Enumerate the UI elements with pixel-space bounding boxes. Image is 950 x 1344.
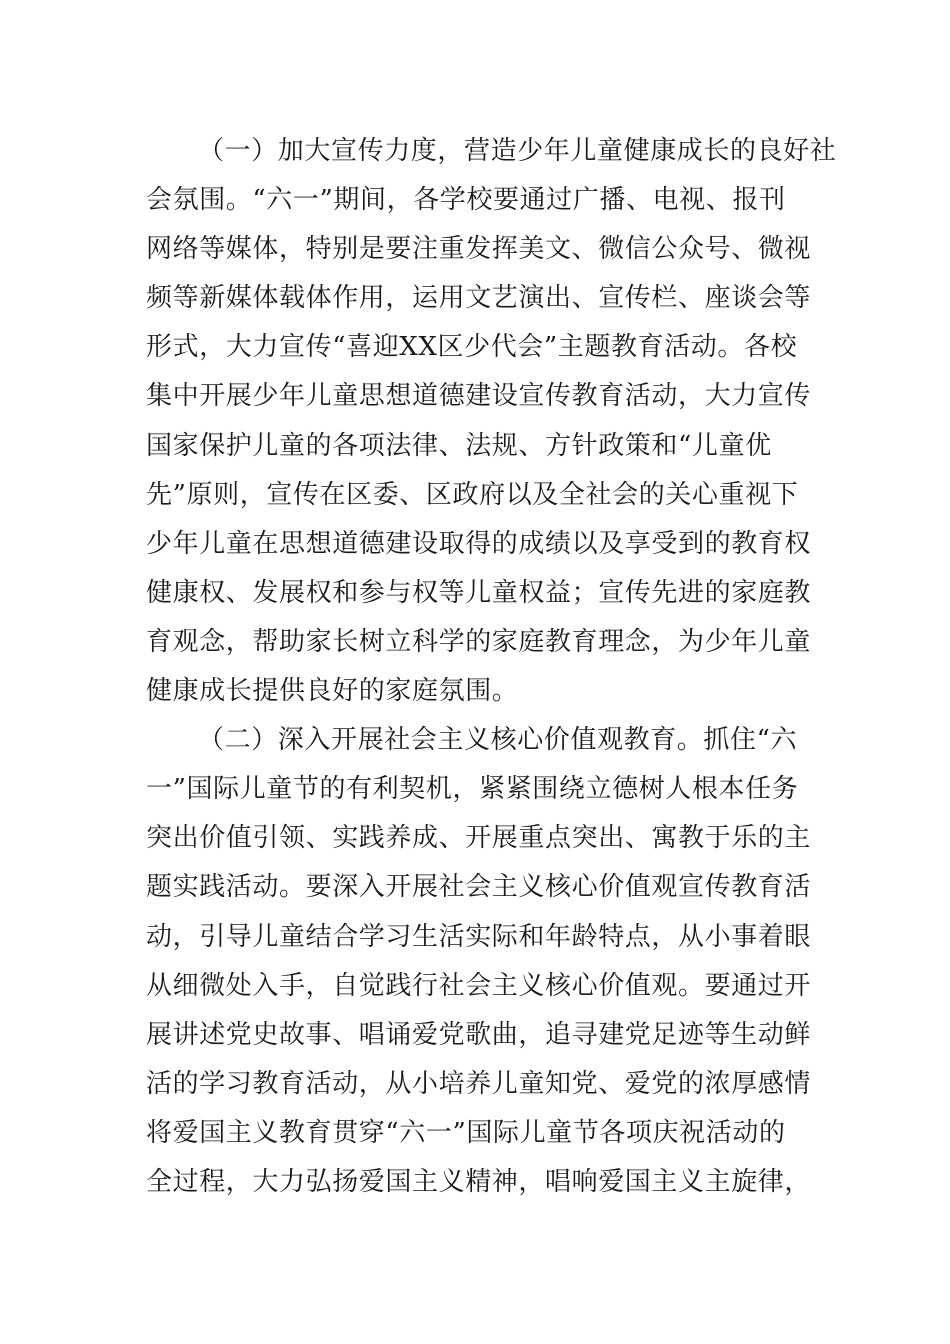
paragraph-2-line-9: 将爱国主义教育贯穿“六一”国际儿童节各项庆祝活动的 <box>146 1117 786 1148</box>
paragraph-2-line-7: 展讲述党史故事、唱诵爱党歌曲，追寻建党足迹等生动鲜 <box>146 1019 812 1050</box>
paragraph-2-line-4: 题实践活动。要深入开展社会主义核心价值观宣传教育活 <box>146 872 812 903</box>
paragraph-1-line-1: （一）加大宣传力度，营造少年儿童健康成长的良好社 <box>198 136 837 166</box>
paragraph-2-line-3: 突出价值引领、实践养成、开展重点突出、寓教于乐的主 <box>146 823 812 854</box>
body-text <box>146 127 837 1207</box>
paragraph-1-line-10: 健康权、发展权和参与权等儿童权益；宣传先进的家庭教 <box>146 577 812 608</box>
paragraph-1-line-3: 网络等媒体，特别是要注重发挥美文、微信公众号、微视 <box>146 234 812 265</box>
paragraph-2-line-1: （二）深入开展社会主义核心价值观教育。抓住“六 <box>198 725 798 756</box>
paragraph-1-line-2: 会氛围。“六一”期间，各学校要通过广播、电视、报刊 <box>146 185 786 216</box>
paragraph-1-line-9: 少年儿童在思想道德建设取得的成绩以及享受到的教育权 <box>146 528 812 559</box>
paragraph-2-line-10: 全过程，大力弘扬爱国主义精神，唱响爱国主义主旋律， <box>146 1166 812 1197</box>
paragraph-2-line-5: 动，引导儿童结合学习生活实际和年龄特点，从小事着眼 <box>146 921 812 952</box>
paragraph-1-line-7: 国家保护儿童的各项法律、法规、方针政策和“儿童优 <box>146 430 772 461</box>
paragraph-1-line-5: 形式，大力宣传“喜迎XX区少代会”主题教育活动。各校 <box>146 332 798 363</box>
paragraph-1-line-8: 先”原则，宣传在区委、区政府以及全社会的关心重视下 <box>146 479 799 510</box>
paragraph-1-line-11: 育观念，帮助家长树立科学的家庭教育理念，为少年儿童 <box>146 626 812 657</box>
paragraph-2-line-8: 活的学习教育活动，从小培养儿童知党、爱党的浓厚感情 <box>146 1068 812 1099</box>
paragraph-1-line-6: 集中开展少年儿童思想道德建设宣传教育活动，大力宣传 <box>146 381 812 412</box>
paragraph-1-line-4: 频等新媒体载体作用，运用文艺演出、宣传栏、座谈会等 <box>146 283 812 314</box>
paragraph-2-line-2: 一”国际儿童节的有利契机，紧紧围绕立德树人根本任务 <box>146 774 799 805</box>
paragraph-1-line-12: 健康成长提供良好的家庭氛围。 <box>146 676 519 707</box>
paragraph-2-line-6: 从细微处入手，自觉践行社会主义核心价值观。要通过开 <box>146 970 812 1001</box>
